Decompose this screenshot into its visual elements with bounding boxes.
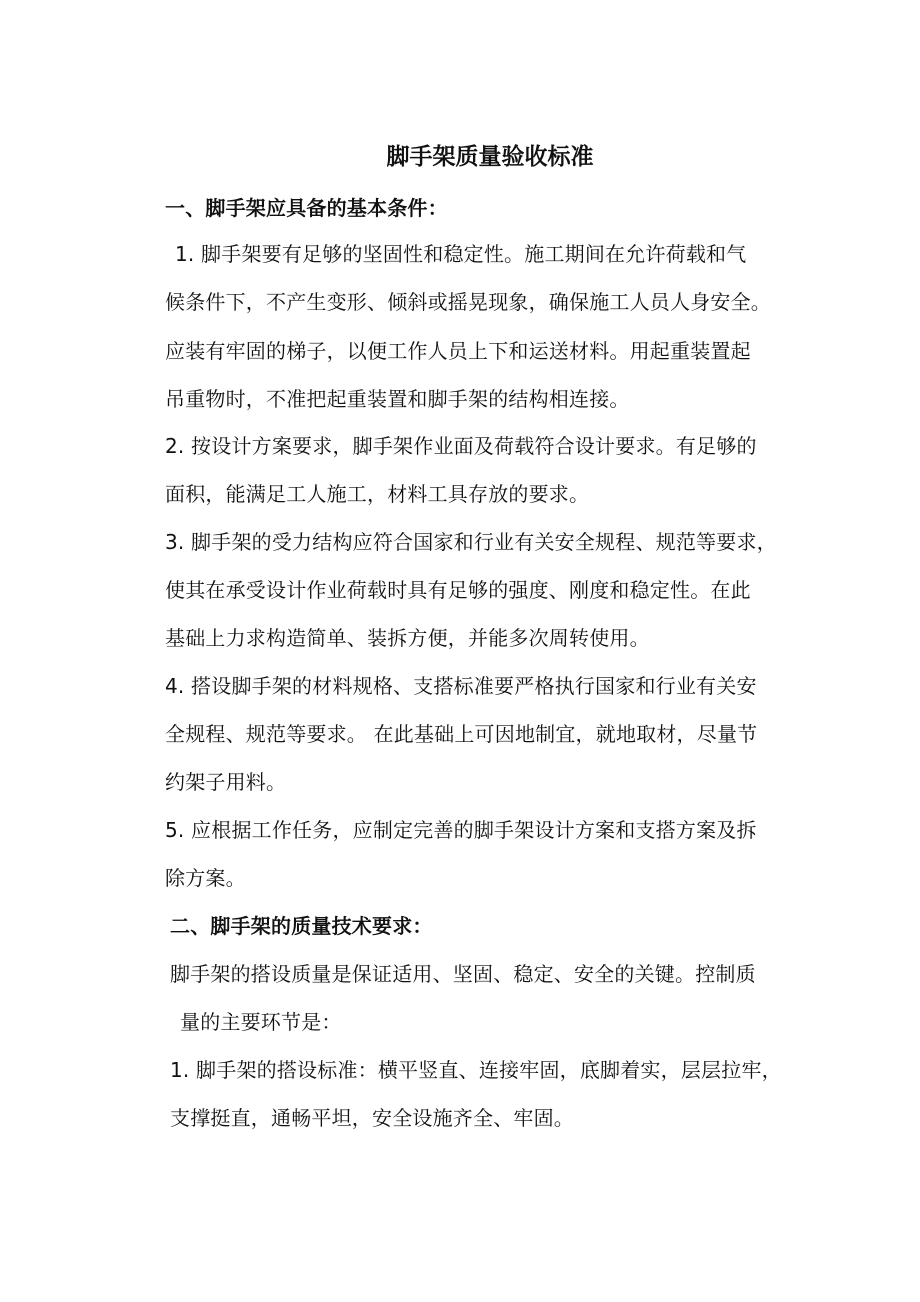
- paragraph-line: 约架子用料。: [165, 770, 287, 794]
- paragraph-line: 候条件下，不产生变形、倾斜或摇晃现象，确保施工人员人身安全。: [165, 290, 771, 314]
- paragraph-line: 1. 脚手架要有足够的坚固性和稳定性。施工期间在允许荷载和气: [175, 242, 747, 266]
- section-1-heading: 一、脚手架应具备的基本条件：: [165, 196, 448, 220]
- paragraph-line: 全规程、规范等要求。 在此基础上可因地制宜，就地取材，尽量节: [165, 722, 758, 746]
- document-title: 脚手架质量验收标准: [386, 144, 594, 170]
- paragraph-line: 基础上力求构造简单、装拆方便，并能多次周转使用。: [165, 626, 650, 650]
- paragraph-line: 面积，能满足工人施工，材料工具存放的要求。: [165, 482, 590, 506]
- section-2-heading: 二、脚手架的质量技术要求：: [170, 914, 433, 938]
- paragraph-line: 5. 应根据工作任务，应制定完善的脚手架设计方案和支搭方案及拆: [165, 818, 757, 842]
- paragraph-line: 量的主要环节是：: [180, 1010, 342, 1034]
- paragraph-line: 1. 脚手架的搭设标准：横平竖直、连接牢固，底脚着实，层层拉牢，: [170, 1058, 782, 1082]
- paragraph-line: 除方案。: [165, 866, 246, 890]
- paragraph-line: 2. 按设计方案要求，脚手架作业面及荷载符合设计要求。有足够的: [165, 434, 757, 458]
- paragraph-line: 吊重物时，不准把起重装置和脚手架的结构相连接。: [165, 387, 630, 411]
- paragraph-line: 支撑挺直，通畅平坦，安全设施齐全、牢固。: [170, 1106, 574, 1130]
- paragraph-line: 应装有牢固的梯子，以便工作人员上下和运送材料。用起重装置起: [165, 339, 751, 363]
- paragraph-line: 4. 搭设脚手架的材料规格、支搭标准要严格执行国家和行业有关安: [165, 674, 757, 698]
- paragraph-line: 3. 脚手架的受力结构应符合国家和行业有关安全规程、规范等要求，: [165, 530, 777, 554]
- paragraph-line: 使其在承受设计作业荷载时具有足够的强度、刚度和稳定性。在此: [165, 578, 751, 602]
- paragraph-line: 脚手架的搭设质量是保证适用、坚固、稳定、安全的关键。控制质: [170, 962, 756, 986]
